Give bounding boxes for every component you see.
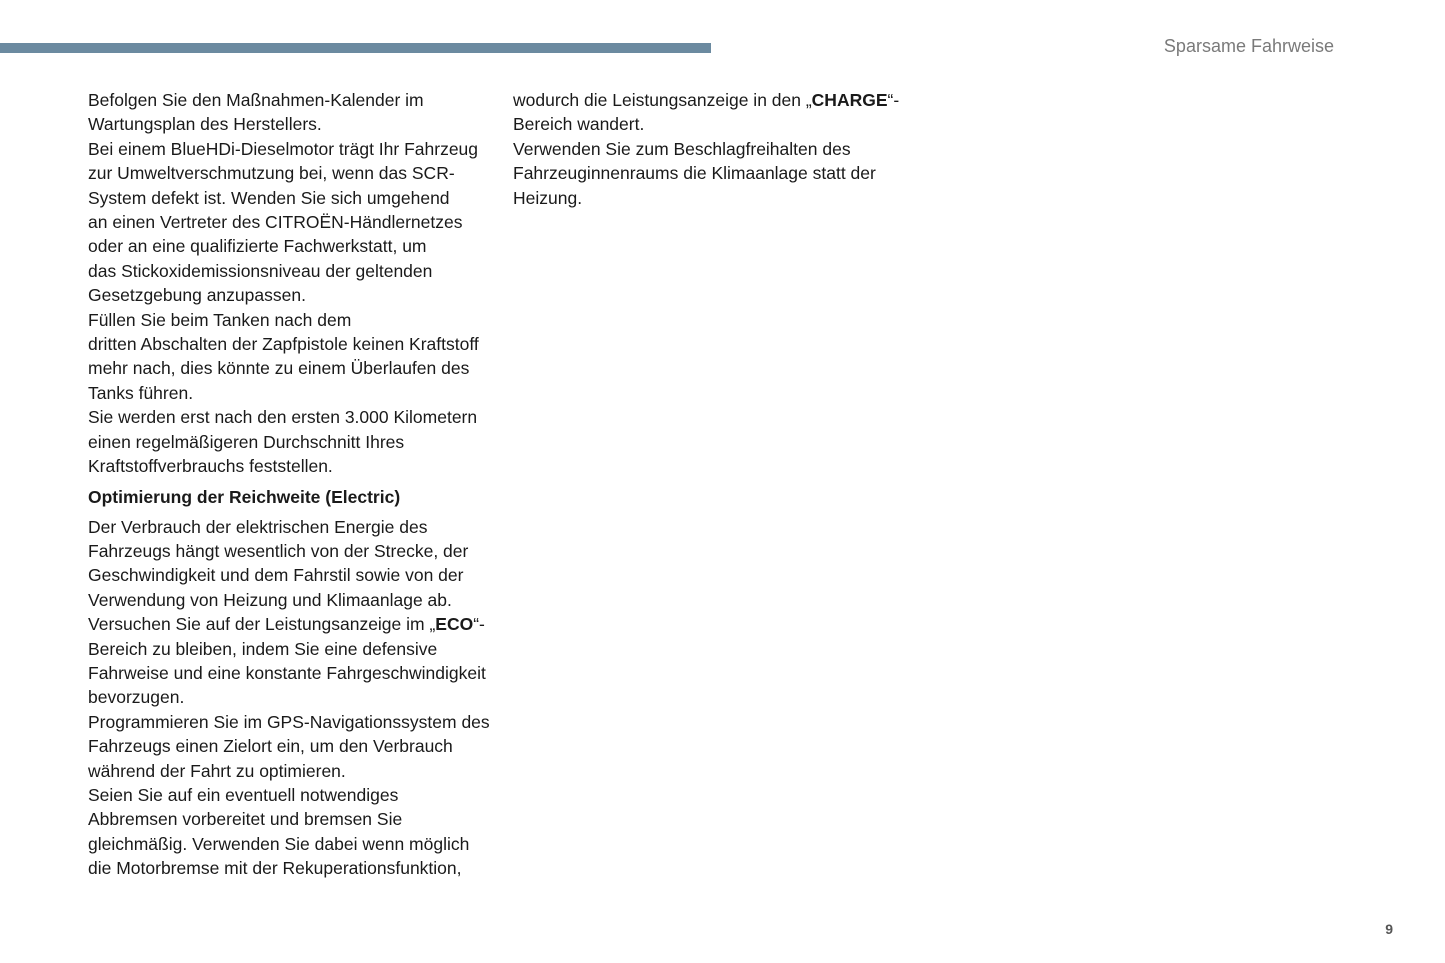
- header-accent-bar: [0, 43, 711, 53]
- eco-post: “- Bereich zu bleiben, indem Sie eine defensive Fahrweise und eine konstante Fahrgeschwindigkeit bevorzugen.: [88, 614, 486, 708]
- paragraph-bluehdi: Bei einem BlueHDi-Dieselmotor trägt Ihr Fahrzeug zur Umweltverschmutzung bei, wenn das SCR- System defekt ist. Wenden Sie sich umgehend an einen Vertreter des CITROËN-Händlernetzes oder an eine qualifizierte Fachwerkstatt, um das Stickoxidemissionsniveau der geltenden Gesetzgebung anzupassen.: [88, 138, 479, 306]
- paragraph-electric-energy: Der Verbrauch der elektrischen Energie des Fahrzeugs hängt wesentlich von der Strecke, der Geschwindigkeit und dem Fahrstil sowie von der Verwendung von Heizung und Klimaanlage ab.: [88, 516, 469, 610]
- charge-pre: wodurch die Leistungsanzeige in den „: [513, 90, 812, 110]
- eco-label: ECO: [435, 614, 474, 635]
- heading-range-optimization: Optimierung der Reichweite (Electric): [88, 486, 401, 507]
- paragraph-braking: Seien Sie auf ein eventuell notwendiges Abbremsen vorbereitet und bremsen Sie gleichmäßig. Verwenden Sie dabei wenn möglich die Motorbremse mit der Rekuperationsfunktion,: [88, 784, 470, 879]
- eco-pre: Versuchen Sie auf der Leistungsanzeige im „: [88, 614, 436, 635]
- page-number: 9: [1385, 921, 1393, 937]
- paragraph-eco: [88, 612, 508, 710]
- paragraph-refuel: Füllen Sie beim Tanken nach dem dritten Abschalten der Zapfpistole keinen Kraftstoff mehr nach, dies könnte zu einem Überlaufen des Tanks führen.: [88, 309, 479, 403]
- paragraph-defog: Verwenden Sie zum Beschlagfreihalten des Fahrzeuginnenraums die Klimaanlage statt der Heizung.: [513, 138, 876, 208]
- left-column: [88, 88, 508, 881]
- paragraph-consumption: Sie werden erst nach den ersten 3.000 Kilometern einen regelmäßigeren Durchschnitt Ihres Kraftstoffverbrauchs feststellen.: [88, 407, 478, 477]
- section-title: Sparsame Fahrweise: [1163, 36, 1334, 56]
- charge-label: CHARGE: [811, 90, 888, 110]
- paragraph-charge: [513, 88, 933, 137]
- paragraph-maintenance: Befolgen Sie den Maßnahmen-Kalender im Wartungsplan des Herstellers.: [88, 90, 424, 135]
- charge-post: “- Bereich wandert.: [513, 90, 900, 135]
- right-column: [513, 88, 933, 210]
- paragraph-gps: Programmieren Sie im GPS-Navigationssystem des Fahrzeugs einen Zielort ein, um den Verbrauch während der Fahrt zu optimieren.: [88, 711, 490, 781]
